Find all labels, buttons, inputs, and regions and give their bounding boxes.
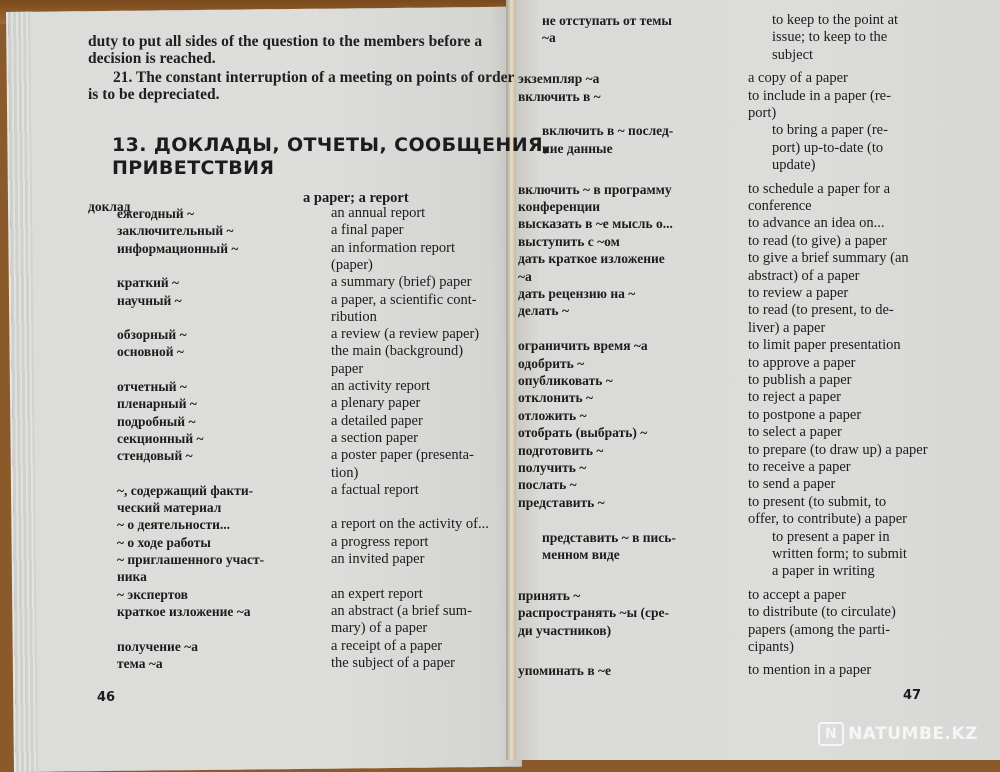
entry-russian: стендовый ~ (117, 448, 193, 464)
entry-english: a paper in writing (772, 563, 875, 580)
entry-russian: выступить с ~ом (518, 233, 620, 249)
page-number-right: 47 (903, 688, 922, 703)
entry-english: papers (among the parti- (748, 621, 891, 638)
entry-russian: послать ~ (518, 477, 577, 493)
entry-russian: включить в ~ (518, 88, 601, 104)
entry-russian: дать краткое изложение (518, 251, 665, 267)
entry-english: a progress report (331, 533, 429, 550)
entry-russian: опубликовать ~ (518, 373, 613, 388)
section-heading: ПРИВЕТСТВИЯ (112, 157, 275, 179)
entry-english: to accept a paper (748, 586, 846, 603)
headword-ru: доклад (88, 199, 131, 214)
entry-english: to limit paper presentation (748, 337, 901, 354)
entry-english: (paper) (331, 256, 373, 273)
entry-russian: отложить ~ (518, 407, 587, 423)
section-heading: 13. ДОКЛАДЫ, ОТЧЕТЫ, СООБЩЕНИЯ, (112, 134, 551, 156)
entry-english: to publish a paper (748, 372, 852, 388)
entry-english: an activity report (331, 378, 431, 394)
entry-russian: обзорный ~ (117, 327, 187, 343)
entry-english: offer, to contribute) a paper (748, 511, 907, 528)
entry-english: an information report (331, 239, 456, 256)
entry-english: to read (to present, to de- (748, 302, 894, 319)
entry-russian: экземпляр ~а (518, 71, 600, 87)
entry-russian: краткое изложение ~а (117, 603, 251, 619)
entry-english: issue; to keep to the (772, 29, 888, 46)
entry-english: to reject a paper (748, 389, 841, 406)
entry-english: to send a paper (748, 476, 836, 493)
prose-line: duty to put all sides of the question to the members before a (88, 33, 483, 50)
headword-en: a paper; a report (303, 190, 409, 206)
entry-english: liver) a paper (748, 319, 826, 336)
entry-english: a detailed paper (331, 412, 423, 429)
entry-english: a factual report (331, 481, 419, 498)
watermark-text: NATUMBE.KZ (848, 724, 978, 744)
entry-english: conference (748, 198, 812, 214)
entry-russian: получение ~а (117, 638, 198, 654)
entry-english: update) (772, 157, 816, 174)
entry-russian: научный ~ (117, 292, 182, 308)
entry-russian: ~а (542, 30, 556, 46)
entry-russian: отчетный ~ (117, 379, 187, 394)
entry-russian: отобрать (выбрать) ~ (518, 425, 648, 441)
entry-russian: ~ о деятельности... (117, 517, 231, 533)
entry-english: a report on the activity of... (331, 516, 489, 533)
entry-russian: распространять ~ы (сре- (518, 605, 669, 621)
entry-english: written form; to submit (772, 546, 907, 562)
entry-russian: ника (117, 569, 147, 585)
entry-english: to keep to the point at (772, 12, 899, 28)
entry-english: to bring a paper (re- (772, 122, 888, 139)
entry-english: to distribute (to circulate) (748, 604, 896, 621)
entry-russian: ди участников) (518, 622, 612, 638)
entry-english: to advance an idea on... (748, 215, 885, 232)
entry-russian: одобрить ~ (518, 355, 585, 371)
entry-english: paper (331, 360, 364, 377)
entry-english: the main (background) (331, 343, 464, 360)
entry-russian: получить ~ (518, 460, 587, 475)
entry-english: a paper, a scientific cont- (331, 291, 477, 308)
entry-english: a receipt of a paper (331, 637, 443, 654)
entry-russian: ние данные (542, 140, 613, 156)
entry-english: a final paper (331, 222, 404, 239)
page-number-left: 46 (97, 690, 116, 705)
entry-english: to prepare (to draw up) a paper (748, 441, 928, 458)
entry-russian: ограничить время ~а (518, 338, 648, 354)
entry-english: to give a brief summary (an (748, 250, 909, 267)
entry-russian: высказать в ~е мысль о... (518, 216, 673, 232)
entry-english: to review a paper (748, 285, 849, 301)
entry-russian: ~, содержащий факти- (117, 482, 254, 498)
entry-russian: включить ~ в программу (518, 181, 672, 197)
entry-english: to receive a paper (748, 459, 851, 475)
entry-russian: ческий материал (117, 500, 222, 516)
prose-line: is to be depreciated. (88, 86, 220, 103)
entry-russian: краткий ~ (117, 275, 180, 291)
prose-line: 21. The constant interruption of a meeting on points of order (113, 69, 515, 86)
entry-russian: менном виде (542, 547, 620, 562)
entry-english: a plenary paper (331, 395, 421, 412)
watermark (818, 722, 978, 746)
entry-russian: включить в ~ послед- (542, 123, 674, 139)
entry-english: the subject of a paper (331, 654, 456, 671)
entry-russian: пленарный ~ (117, 396, 197, 412)
entry-russian: ежегодный ~ (117, 206, 195, 221)
entry-english: an abstract (a brief sum- (331, 602, 472, 619)
entry-english: a review (a review paper) (331, 326, 480, 343)
entry-english: an expert report (331, 585, 423, 602)
entry-russian: секционный ~ (117, 430, 204, 446)
entry-russian: основной ~ (117, 344, 184, 360)
entry-english: an invited paper (331, 551, 425, 567)
entry-english: to present a paper in (772, 528, 890, 545)
entry-english: to select a paper (748, 424, 842, 441)
entry-english: a summary (brief) paper (331, 274, 472, 291)
entry-russian: подробный ~ (117, 413, 196, 429)
entry-russian: ~ приглашенного участ- (117, 552, 265, 567)
entry-russian: конференции (518, 199, 601, 214)
entry-russian: не отступать от темы (542, 13, 672, 28)
entry-english: cipants) (748, 639, 794, 655)
entry-english: a poster paper (presenta- (331, 447, 474, 464)
entry-russian: заключительный ~ (117, 223, 234, 239)
entry-russian: ~ о ходе работы (117, 534, 211, 550)
watermark-logo-icon: N (818, 722, 844, 746)
entry-english: tion) (331, 464, 359, 481)
entry-english: to approve a paper (748, 354, 856, 371)
entry-russian: представить ~ в пись- (542, 529, 676, 545)
entry-russian: ~ экспертов (117, 586, 188, 602)
entry-english: to schedule a paper for a (748, 180, 891, 197)
entry-russian: отклонить ~ (518, 390, 594, 406)
entry-english: abstract) of a paper (748, 267, 860, 284)
entry-russian: дать рецензию на ~ (518, 286, 636, 301)
entry-russian: упоминать в ~е (518, 663, 611, 679)
entry-english: port) (748, 105, 777, 121)
entry-english: to postpone a paper (748, 406, 862, 423)
entry-russian: принять ~ (518, 587, 581, 603)
entry-english: to include in a paper (re- (748, 87, 891, 104)
page-edges (8, 12, 38, 772)
entry-english: an annual report (331, 205, 426, 221)
entry-russian: подготовить ~ (518, 442, 604, 458)
entry-english: to present (to submit, to (748, 493, 887, 510)
entry-english: a copy of a paper (748, 70, 848, 87)
entry-english: ribution (331, 308, 377, 325)
entry-english: to mention in a paper (748, 662, 872, 679)
entry-russian: делать ~ (518, 303, 569, 319)
entry-english: to read (to give) a paper (748, 232, 887, 249)
entry-english: port) up-to-date (to (772, 139, 884, 156)
entry-english: a section paper (331, 429, 418, 446)
entry-russian: тема ~а (117, 655, 163, 671)
entry-russian: информационный ~ (117, 240, 239, 256)
entry-english: subject (772, 46, 814, 63)
entry-russian: представить ~ (518, 494, 605, 510)
entry-russian: ~а (518, 268, 532, 284)
prose-line: decision is reached. (88, 50, 216, 67)
entry-english: mary) of a paper (331, 620, 428, 637)
